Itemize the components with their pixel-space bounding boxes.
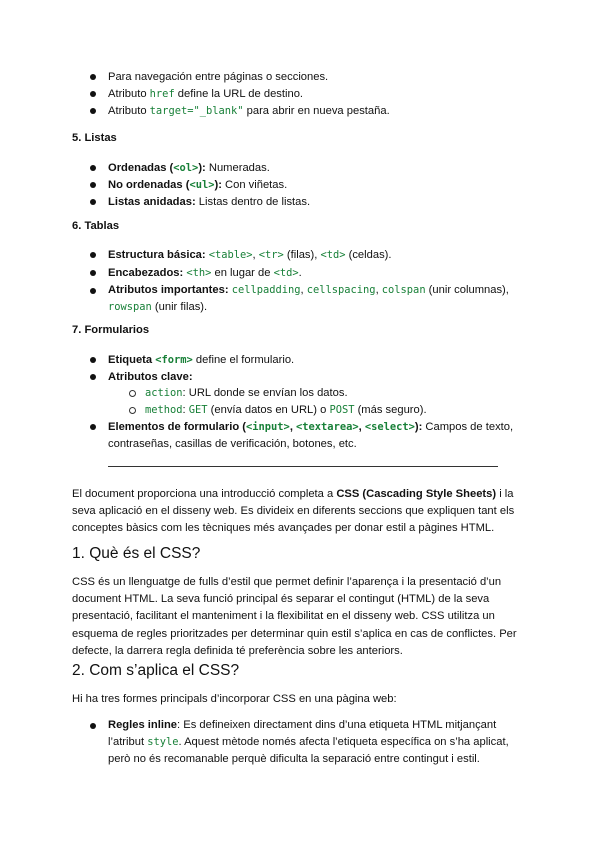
list-item: Atributos clave: xyxy=(108,371,193,383)
list-item: Atributos importantes: cellpadding, cellspacing, colspan (unir columnas), xyxy=(108,284,509,296)
section-heading-tablas: 6. Tablas xyxy=(72,220,120,232)
bullet xyxy=(90,723,96,729)
section-heading-listas: 5. Listas xyxy=(72,132,117,144)
bullet xyxy=(90,288,96,294)
sub-bullet xyxy=(129,407,136,414)
list-item-continuation: però no és recomanable perquè dificulta la separació entre contingut i estil. xyxy=(108,753,480,765)
bullet xyxy=(90,91,96,97)
bullet xyxy=(90,108,96,114)
sub-list-item: method: GET (envía datos en URL) o POST (más seguro). xyxy=(145,404,427,416)
list-item: Elementos de formulario (<input>, <textarea>, <select>): Campos de texto, xyxy=(108,421,514,433)
list-item: Atributo href define la URL de destino. xyxy=(108,88,304,100)
list-item: No ordenadas (<ul>): Con viñetas. xyxy=(108,179,288,191)
bullet xyxy=(90,199,96,205)
section2-intro: Hi ha tres formes principals d’incorporar CSS en una pàgina web: xyxy=(72,693,397,705)
bullet xyxy=(90,74,96,80)
list-item: Atributo target="_blank" para abrir en nueva pestaña. xyxy=(108,105,390,117)
bullet xyxy=(90,252,96,258)
list-item-continuation: l’atribut style. Aquest mètode només afecta l’etiqueta específica on s’ha aplicat, xyxy=(108,736,509,748)
list-item-continuation: contraseñas, casillas de verificación, botones, etc. xyxy=(108,438,357,450)
bullet xyxy=(90,374,96,380)
list-item: Listas anidadas: Listas dentro de listas. xyxy=(108,196,311,208)
list-item: Ordenadas (<ol>): Numeradas. xyxy=(108,162,270,174)
section-heading-com-saplica: 2. Com s’aplica el CSS? xyxy=(72,662,240,679)
intro-paragraph: El document proporciona una introducció completa a CSS (Cascading Style Sheets) i la seva aplicació en el disseny web. Es divideix en diferents seccions que expliquen tant els conceptes bàsics com les tècniques més avançades per donar estil a pàgines HTML. xyxy=(72,488,515,535)
list-item: Encabezados: <th> en lugar de <td>. xyxy=(108,267,302,279)
bullet xyxy=(90,270,96,276)
list-item: Regles inline: Es defineixen directament dins d’una etiqueta HTML mitjançant xyxy=(108,719,497,731)
bullet xyxy=(90,357,96,363)
list-item: Etiqueta <form> define el formulario. xyxy=(108,354,295,366)
list-item: Para navegación entre páginas o secciones. xyxy=(108,71,329,83)
bullet xyxy=(90,424,96,430)
sub-bullet xyxy=(129,390,136,397)
horizontal-divider xyxy=(108,466,498,467)
bullet xyxy=(90,182,96,188)
bullet xyxy=(90,165,96,171)
section-heading-formularios: 7. Formularios xyxy=(72,324,150,336)
section-heading-que-es-css: 1. Què és el CSS? xyxy=(72,545,201,562)
list-item-continuation: rowspan (unir filas). xyxy=(108,301,208,313)
list-item: Estructura básica: <table>, <tr> (filas), <td> (celdas). xyxy=(108,249,392,261)
sub-list-item: action: URL donde se envían los datos. xyxy=(145,387,348,399)
section1-paragraph: CSS és un llenguatge de fulls d’estil que permet definir l’aparença i la presentació d’un document HTML. La seva funció principal és separar el contingut (HTML) de la seva presentació, facilitant el manteniment i la flexibilitat en el disseny web. CSS utilitza un esquema de regles prioritzades per determinar quin estil s’aplica en cas de conflictes. Per defecte, la darrera regla definida té preferència sobre les anteriors. xyxy=(72,576,517,657)
